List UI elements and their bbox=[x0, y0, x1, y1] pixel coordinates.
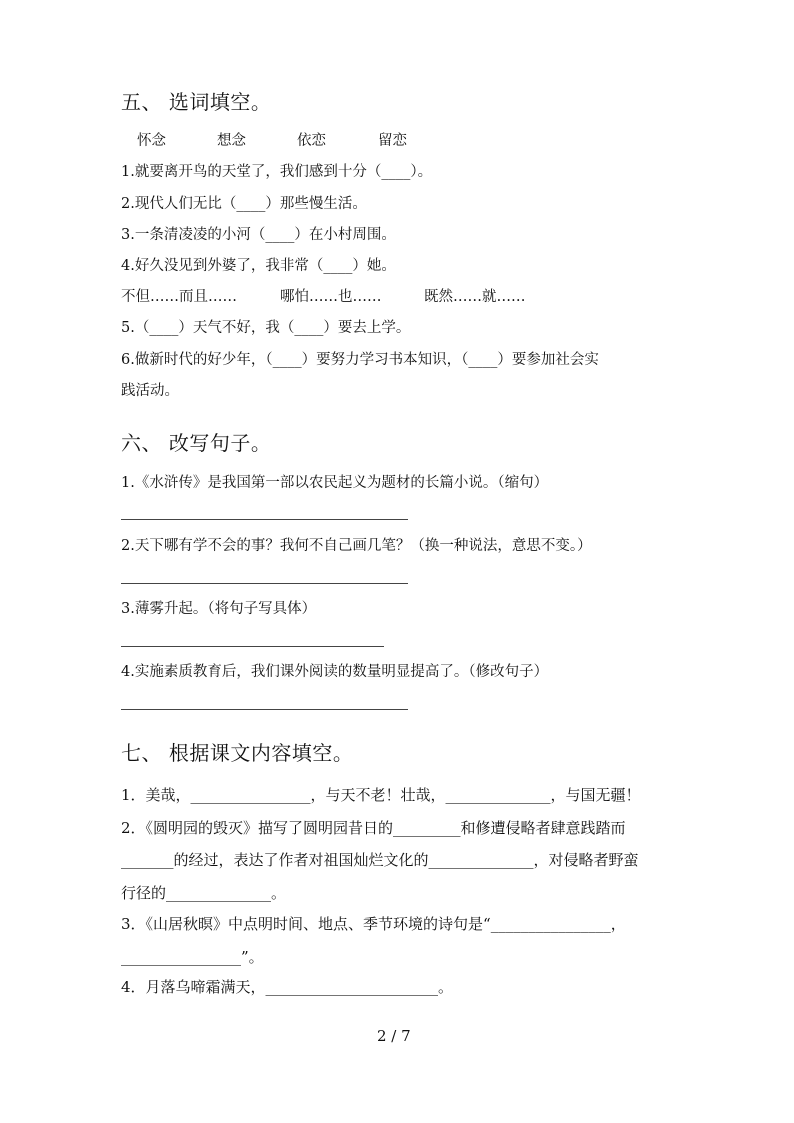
fill-blank-item-5: 5.（____）天气不好，我（____）要去上学。 bbox=[121, 320, 411, 336]
rewrite-item-3: 3.薄雾升起。（将句子写具体） bbox=[121, 601, 317, 617]
rewrite-item-2: 2.天下哪有学不会的事？我何不自己画几笔？（换一种说法，意思不变。） bbox=[121, 538, 592, 554]
text-fill-item-3-line-1: 3．《山居秋暝》中点明时间、地点、季节环境的诗句是“________________， bbox=[121, 915, 626, 933]
text-fill-item-2-line-3: 行径的______________。 bbox=[121, 884, 287, 902]
fill-blank-item-6-line-1: 6.做新时代的好少年，（____）要努力学习书本知识，（____）要参加社会实 bbox=[121, 352, 599, 368]
section-five-title: 五、 选词填空。 bbox=[121, 90, 272, 114]
section-seven-title: 七、 根据课文内容填空。 bbox=[121, 741, 354, 765]
text-fill-item-1: 1．美哉，________________，与天不老！壮哉，______________，与国无疆！ bbox=[121, 786, 641, 804]
rewrite-item-1: 1.《水浒传》是我国第一部以农民起义为题材的长篇小说。（缩句） bbox=[121, 475, 549, 491]
word-choice-1: 怀念 bbox=[137, 133, 166, 149]
answer-line-2[interactable] bbox=[121, 583, 408, 584]
word-choice-4: 留恋 bbox=[378, 133, 407, 149]
fill-blank-item-3: 3.一条清凌凌的小河（____）在小村周围。 bbox=[121, 227, 396, 243]
section-six-title: 六、 改写句子。 bbox=[121, 431, 272, 455]
conjunction-choice-1: 不但……而且…… bbox=[121, 289, 237, 305]
fill-blank-item-1: 1.就要离开鸟的天堂了，我们感到十分（____）。 bbox=[121, 164, 433, 180]
word-choice-3: 依恋 bbox=[297, 133, 326, 149]
page-number: 2 / 7 bbox=[377, 1027, 411, 1045]
conjunction-choice-2: 哪怕……也…… bbox=[280, 289, 382, 305]
fill-blank-item-2: 2.现代人们无比（____）那些慢生活。 bbox=[121, 196, 367, 212]
text-fill-item-3-line-2: ________________”。 bbox=[121, 948, 264, 966]
text-fill-item-2-line-1: 2．《圆明园的毁灭》描写了圆明园昔日的_________和修遭侵略者肆意践踏而 bbox=[121, 819, 626, 837]
rewrite-item-4: 4.实施素质教育后，我们课外阅读的数量明显提高了。（修改句子） bbox=[121, 664, 549, 680]
fill-blank-item-4: 4.好久没见到外婆了，我非常（____）她。 bbox=[121, 258, 396, 274]
text-fill-item-4: 4．月落乌啼霜满天，_______________________。 bbox=[121, 978, 454, 996]
text-fill-item-2-line-2: _______的经过，表达了作者对祖国灿烂文化的______________，对侵略者野蛮 bbox=[121, 851, 639, 869]
word-choice-2: 想念 bbox=[217, 133, 246, 149]
conjunction-choice-3: 既然……就…… bbox=[424, 289, 526, 305]
answer-line-1[interactable] bbox=[121, 519, 408, 520]
answer-line-4[interactable] bbox=[121, 709, 408, 710]
answer-line-3[interactable] bbox=[121, 646, 384, 647]
fill-blank-item-6-line-2: 践活动。 bbox=[121, 383, 179, 399]
